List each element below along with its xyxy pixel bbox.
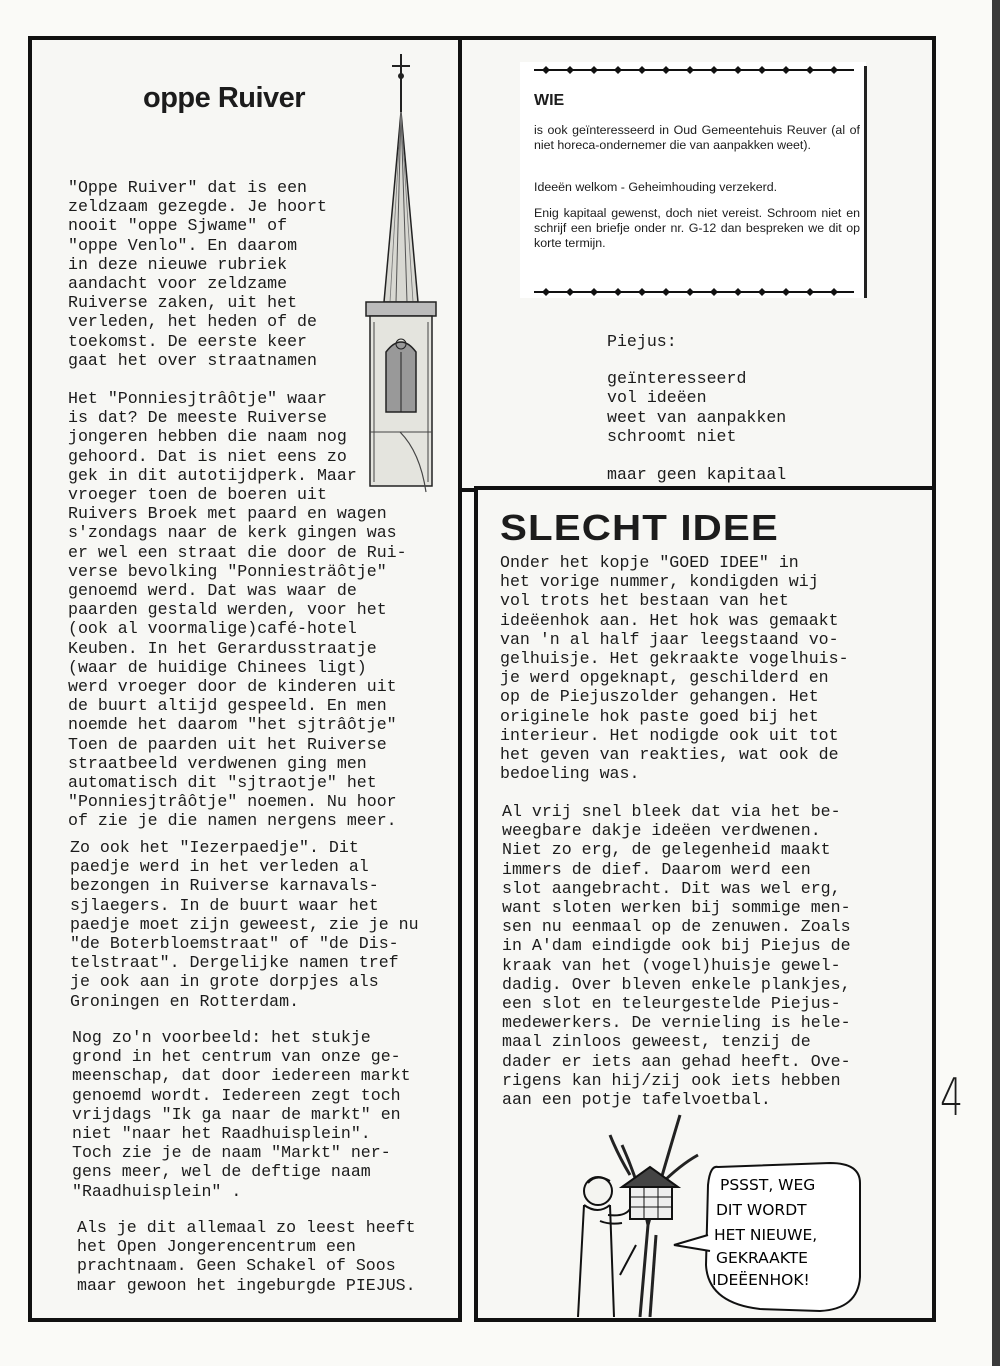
ad-heading: WIE — [534, 92, 565, 109]
speech-line-4: GEKRAAKTE — [716, 1249, 808, 1267]
speech-line-3: HET NIEUWE, — [714, 1226, 818, 1244]
left-paragraph-5: Als je dit allemaal zo leest heeft het Open Jongerencentrum een prachtnaam. Geen Schakel of Soos maar gewoon het ingeburgde PIEJUS. — [77, 1218, 416, 1295]
left-article-title: oppe Ruiver — [143, 82, 306, 114]
speech-line-1: PSSST, WEG — [720, 1176, 816, 1194]
left-paragraph-1: "Oppe Ruiver" dat is een zeldzaam gezegde. Je hoort nooit "oppe Sjwame" of "oppe Venlo". En daarom in deze nieuwe rubriek aandacht voor zeldzame Ruiverse zaken, uit het verleden, het heden of de toekomst. De eerste keer gaat het over straatnamen — [68, 178, 327, 370]
piejus-line-4: schroomt niet — [607, 427, 737, 446]
scan-edge-shadow — [992, 0, 1000, 1366]
right-article-title: SLECHT IDEE — [500, 507, 779, 548]
ad-text-2: Ideeën welkom - Geheimhouding verzekerd. — [534, 180, 778, 194]
piejus-label: Piejus: — [607, 332, 677, 351]
piejus-line-1: geïnteresseerd — [607, 369, 747, 388]
piejus-line-5: maar geen kapitaal — [607, 465, 787, 484]
right-paragraph-1: Onder het kopje "GOED IDEE" in het vorige nummer, kondigden wij vol trots het bestaan van het ideëenhok aan. Het hok was gemaakt van 'n al half jaar leegstaand vo- gelhuisje. Het gekraakte vogelhuis- je werd opgeknapt, geschilderd en op de Piejuszolder gehangen. Het originele hok paste goed bij het interieur. Het nodigde ook uit tot het geven van reakties, wat ook de bedoeling was. — [500, 553, 849, 784]
left-paragraph-4: Nog zo'n voorbeeld: het stukje grond in het centrum van onze ge- meenschap, dat door iedereen markt genoemd wordt. Iedereen zegt toch vrijdags "Ik ga naar de markt" en niet "naar het Raadhuisplein". Toch zie je de naam "Markt" ner- gens meer, wel de deftige naam "Raadhuisplein" . — [72, 1028, 411, 1201]
speech-line-5: IDEËENHOK! — [712, 1271, 810, 1289]
page-number: 4 — [939, 1068, 964, 1128]
right-paragraph-2: Al vrij snel bleek dat via het be- weegbare dakje ideëen verdwenen. Niet zo erg, de gelegenheid maakt immers de dief. Daarom werd een slot aangebracht. Dit was wel erg, want sloten werken bij sommige men- sen nu eenmaal op de zenuwen. Zoals in A'dam eindigde ook bij Piejus de kraak van het (vogel)huisje gewel- dadig. Over bleven enkele plankjes, een slot en teleurgestelde Piejus- medewerkers. De vernieling is hele- maal zinloos geweest, tenzij de dader er iets aan gehad heeft. Ove- rigens kan hij/zij ook iets hebben aan een potje tafelvoetbal. — [502, 802, 851, 1110]
ad-box-shadow — [864, 66, 867, 298]
cartoon-illustration — [570, 1105, 865, 1317]
ad-bottom-ornament — [534, 286, 854, 298]
ad-text-3: Enig kapitaal gewenst, doch niet vereist. Schroom niet en schrijf een briefje onder nr. G-12 dan bespreken we dit op korte termijn. — [534, 206, 860, 250]
ad-top-ornament — [534, 64, 854, 76]
speech-line-2: DIT WORDT — [716, 1201, 807, 1219]
piejus-line-2: vol ideëen — [607, 388, 707, 407]
ad-text-1: is ook geïnteresseerd in Oud Gemeentehuis Reuver (al of niet horeca-ondernemer die van aanpakken weet). — [534, 123, 860, 152]
advertisement-box — [520, 62, 866, 298]
left-paragraph-3: Zo ook het "Iezerpaedje". Dit paedje werd in het verleden al bezongen in Ruiverse karnavals- sjlaegers. In de buurt waar het paedje moet zijn geweest, zie je nu "de Boterbloemstraat" of "de Dis- telstraat". Dergelijke namen tref je ook aan in grote dorpjes als Groningen en Rotterdam. — [70, 838, 419, 1011]
piejus-line-3: weet van aanpakken — [607, 408, 787, 427]
left-paragraph-2: Het "Ponniesjtrâôtje" waar is dat? De meeste Ruiverse jongeren hebben die naam nog gehoord. Dat is niet eens zo gek in dit autotijdperk. Maar vroeger toen de boeren uit Ruivers Broek met paard en wagen s'zondags naar de kerk gingen was er wel een straat die door de Rui- verse bevolking "Ponniesträôtje" genoemd werd. Dat was waar de paarden gestald werden, voor het (ook al voormalige)café-hotel Keuben. In het Gerardusstraatje (waar de huidige Chinees ligt) werd vroeger door de kinderen uit de buurt altijd gespeeld. En men noemde het daarom "het sjtrâôtje" Toen de paarden uit het Ruiverse straatbeeld verdwenen ging men automatisch dit "sjtraotje" het "Ponniesjtrâôtje" noemen. Nu hoor of zie je die namen nergens meer. — [68, 389, 407, 831]
